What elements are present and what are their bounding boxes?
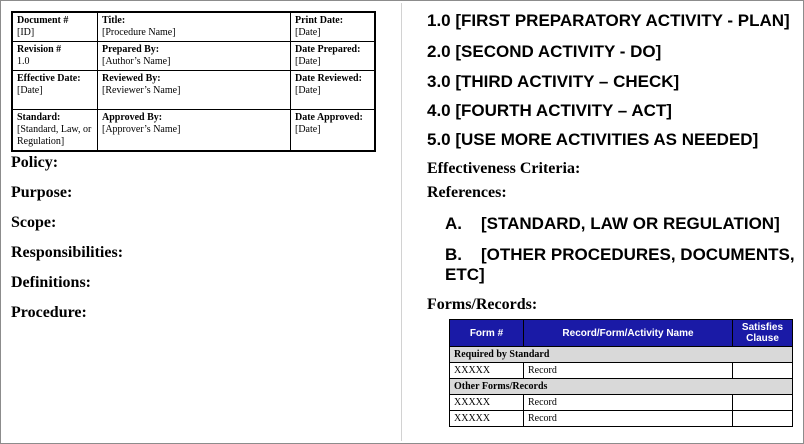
- definitions-heading: Definitions:: [11, 274, 91, 291]
- document-number-cell: Document # [ID]: [12, 12, 98, 42]
- page-divider: [401, 3, 402, 441]
- record-name-cell: Record: [524, 395, 733, 411]
- satisfies-clause-cell: [733, 363, 793, 379]
- table-row: [450, 411, 793, 427]
- record-name-cell: Record: [524, 363, 733, 379]
- activity-heading-3: 3.0 [THIRD ACTIVITY – CHECK]: [427, 72, 680, 91]
- title-cell: Title: [Procedure Name]: [98, 12, 291, 42]
- effective-date-cell: Effective Date: [Date]: [12, 71, 98, 110]
- date-approved-cell: Date Approved: [Date]: [291, 110, 376, 152]
- effectiveness-criteria-heading: Effectiveness Criteria:: [427, 160, 581, 177]
- table-row: [12, 42, 375, 71]
- procedure-heading: Procedure:: [11, 304, 87, 321]
- record-name-cell: Record: [524, 411, 733, 427]
- activity-heading-5: 5.0 [USE MORE ACTIVITIES AS NEEDED]: [427, 130, 759, 149]
- satisfies-clause-cell: [733, 395, 793, 411]
- form-number-cell: XXXXX: [450, 411, 524, 427]
- reviewed-by-cell: Reviewed By: [Reviewer’s Name]: [98, 71, 291, 110]
- column-header-satisfies-clause: Satisfies Clause: [733, 320, 793, 347]
- form-number-cell: XXXXX: [450, 395, 524, 411]
- approved-by-cell: Approved By: [Approver’s Name]: [98, 110, 291, 152]
- forms-records-table: [449, 319, 793, 427]
- table-row: [450, 363, 793, 379]
- column-header-form-number: Form #: [450, 320, 524, 347]
- reference-text: [OTHER PROCEDURES, DOCUMENTS, ETC]: [445, 245, 795, 284]
- column-header-record-name: Record/Form/Activity Name: [524, 320, 733, 347]
- date-reviewed-cell: Date Reviewed: [Date]: [291, 71, 376, 110]
- form-number-cell: XXXXX: [450, 363, 524, 379]
- table-section-row: [450, 347, 793, 363]
- reference-letter: B.: [445, 245, 462, 264]
- reference-item: [445, 245, 795, 285]
- reference-item: [445, 214, 795, 234]
- section-required-by-standard: Required by Standard: [450, 347, 793, 363]
- purpose-heading: Purpose:: [11, 184, 73, 201]
- table-row: [12, 71, 375, 110]
- activity-heading-1: 1.0 [FIRST PREPARATORY ACTIVITY - PLAN]: [427, 11, 790, 30]
- responsibilities-heading: Responsibilities:: [11, 244, 124, 261]
- reference-text: [STANDARD, LAW OR REGULATION]: [481, 214, 780, 233]
- satisfies-clause-cell: [733, 411, 793, 427]
- policy-heading: Policy:: [11, 154, 59, 171]
- reference-letter: A.: [445, 214, 462, 233]
- scope-heading: Scope:: [11, 214, 57, 231]
- activity-heading-4: 4.0 [FOURTH ACTIVITY – ACT]: [427, 101, 672, 120]
- print-date-cell: Print Date: [Date]: [291, 12, 376, 42]
- standard-cell: Standard: [Standard, Law, or Regulation]: [12, 110, 98, 152]
- prepared-by-cell: Prepared By: [Author’s Name]: [98, 42, 291, 71]
- table-row: [450, 395, 793, 411]
- forms-records-heading: Forms/Records:: [427, 296, 538, 313]
- section-other-forms-records: Other Forms/Records: [450, 379, 793, 395]
- activity-heading-2: 2.0 [SECOND ACTIVITY - DO]: [427, 42, 662, 61]
- revision-cell: Revision # 1.0: [12, 42, 98, 71]
- table-header-row: [450, 320, 793, 347]
- table-section-row: [450, 379, 793, 395]
- document-control-table: [11, 11, 376, 152]
- references-heading: References:: [427, 184, 507, 201]
- table-row: [12, 110, 375, 152]
- date-prepared-cell: Date Prepared: [Date]: [291, 42, 376, 71]
- table-row: [12, 12, 375, 42]
